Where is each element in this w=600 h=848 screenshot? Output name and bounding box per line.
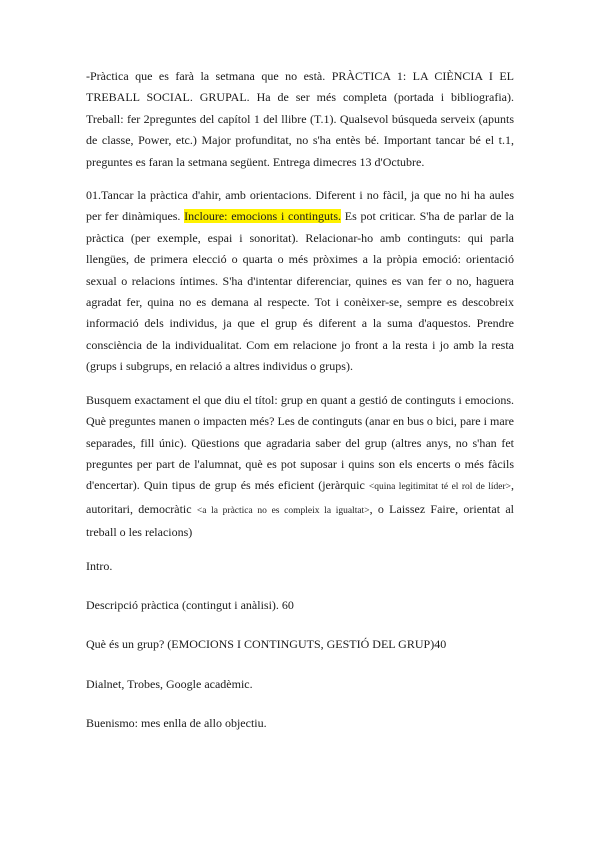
line-buenismo: Buenismo: mes enlla de allo objectiu. bbox=[86, 716, 267, 731]
paragraph-text: , autoritari, democràtic bbox=[86, 478, 515, 516]
paragraph-practica-1: -Pràctica que es farà la setmana que no està. PRÀCTICA 1: LA CIÈNCIA I EL TREBALL SOCIAL. GRUPAL. Ha de ser més completa (portada i bibliografia). Treball: fer 2preguntes del capítol 1 del llibre (T.1). Qualsevol búsqueda serveix (apunts de classe, Power, etc.) Major profunditat, no s'ha entès bé. Important tancar bé el t.1, preguntes es faran la setmana següent. Entrega dimecres 13 d'Octubre. bbox=[86, 69, 514, 169]
paragraph-tancar-practica bbox=[86, 185, 514, 378]
paragraph-text: 01.Tancar la pràctica d'ahir, amb orientacions. Diferent i no fàcil, ja que no hi ha aules per fer dinàmiques. bbox=[86, 188, 514, 224]
paragraph-busquem bbox=[86, 390, 514, 544]
highlighted-text: Incloure: emocions i continguts. bbox=[184, 209, 342, 224]
line-descripcio: Descripció pràctica (contingut i anàlisi). 60 bbox=[86, 597, 294, 612]
paragraph-text: , o Laissez Faire, orientat al treball o les relacions) bbox=[86, 501, 514, 540]
small-note: <a la pràctica no es compleix la igualtat> bbox=[196, 505, 370, 516]
small-note: <quina legitimitat té el rol de líder> bbox=[368, 482, 512, 493]
line-intro: Intro. bbox=[86, 558, 113, 573]
paragraph-text: Es pot criticar. S'ha de parlar de la pràctica (per exemple, espai i sonoritat). Relacionar-ho amb continguts: qui parla llengües, de primera elecció o quarta o més pròximes a la pròpia emoció: orientació sexual o relacions íntimes. S'ha d'intentar diferenciar, quines es van fer o no, haguera agradat fer, quina no es demana al respecte. Tot i conèixer-se, sempre es descobreix informació dels individus, ja que el grup és diferent a la suma d'aquestos. Prendre consciència de la individualitat. Com em relacione jo front a la resta i jo amb la resta (grups i subgrups, en relació a altres individus o grups). bbox=[86, 209, 514, 374]
document-body bbox=[86, 66, 514, 753]
line-que-es-grup: Què és un grup? (EMOCIONS I CONTINGUTS, GESTIÓ DEL GRUP)40 bbox=[86, 637, 447, 652]
paragraph-text: Busquem exactament el que diu el títol: grup en quant a gestió de continguts i emocions. Què preguntes manen o impacten més? Les de continguts (anar en bus o bici, pare i mare separades, fill únic). Qüestions que agradaria saber del grup (altres anys, no s'han fet preguntes per part de l'alumnat, què es pot suposar i quins son els encerts o més fàcils d'encertar). Quin tipus de grup és més eficient (jeràrquic bbox=[86, 392, 514, 493]
line-dialnet: Dialnet, Trobes, Google acadèmic. bbox=[86, 676, 253, 691]
